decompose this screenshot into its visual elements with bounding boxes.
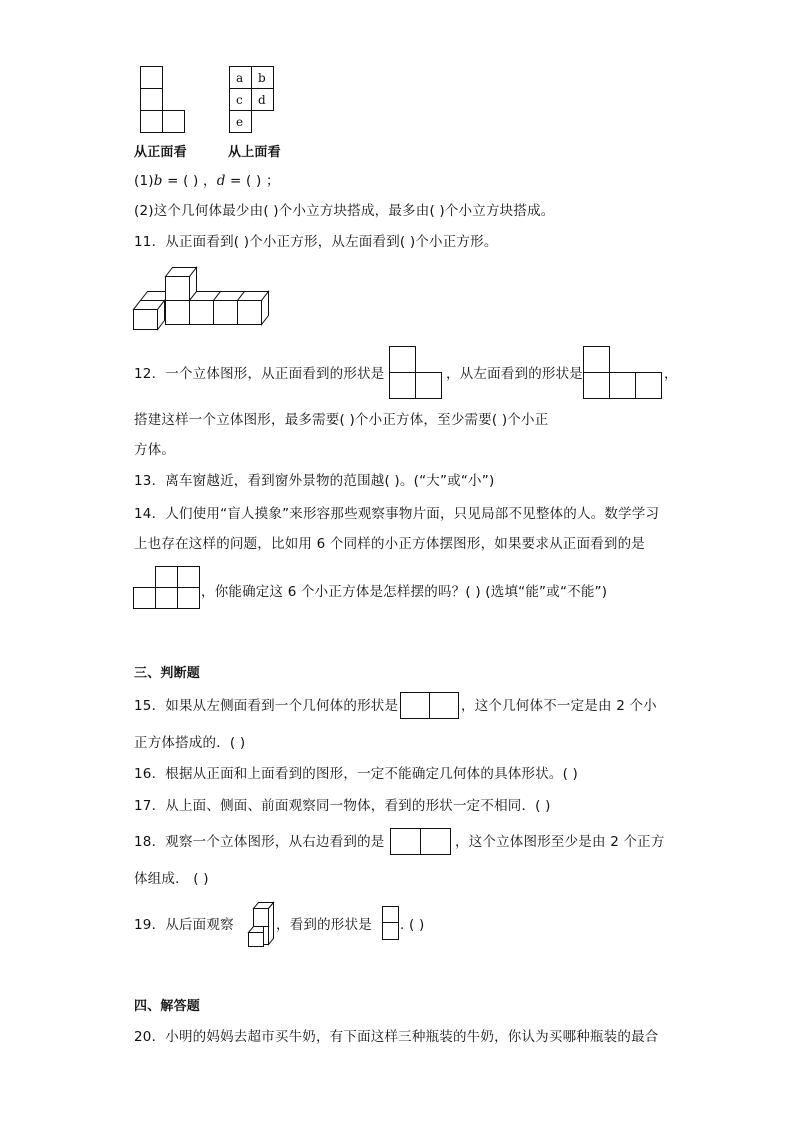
q19-part-a: 19．从后面观察 bbox=[134, 917, 234, 933]
cell-label-b: b bbox=[258, 71, 266, 85]
section-answer-title: 四、解答题 bbox=[134, 999, 201, 1014]
q19-part-b: ，看到的形状是 bbox=[276, 917, 372, 933]
q11-text: 11．从正面看到( )个小正方形，从左面看到( )个小正方形。 bbox=[134, 234, 498, 250]
q18-shape bbox=[390, 828, 452, 856]
q12-part-a: 12．一个立体图形，从正面看到的形状是 bbox=[134, 366, 385, 382]
q10-part1: (1)b = ( ) ，d = ( ) ； bbox=[134, 173, 280, 189]
q12-part-d: 搭建这样一个立体图形，最多需要( )个小正方体，至少需要( )个小正 bbox=[134, 412, 549, 428]
q14-line-a: 14．人们使用“盲人摸象”来形容那些观察事物片面，只见局部不见整体的人。数学学习 bbox=[134, 506, 660, 522]
q14-line-b: 上也存在这样的问题，比如用 6 个同样的小正方体摆图形，如果要求从正面看到的是 bbox=[134, 536, 645, 552]
q11-cubes-figure bbox=[132, 266, 272, 332]
q17-text: 17．从上面、侧面、前面观察同一物体，看到的形状一定不相同．( ) bbox=[134, 798, 551, 814]
q14-line-c: ，你能确定这 6 个小正方体是怎样摆的吗？( ) (选填“能”或“不能”) bbox=[201, 584, 608, 600]
var-d: d bbox=[216, 173, 226, 189]
q18-part-b: ，这个立体图形至少是由 2 个正方 bbox=[455, 834, 665, 850]
q15-part-b: ，这个几何体不一定是由 2 个小 bbox=[461, 698, 657, 714]
q15-shape bbox=[400, 692, 460, 720]
top-view-figure bbox=[229, 66, 275, 134]
q15-part-a: 15．如果从左侧面看到一个几何体的形状是 bbox=[134, 698, 399, 714]
q12-front-shape bbox=[389, 346, 443, 400]
q12-part-b: ，从左面看到的形状是 bbox=[446, 366, 583, 382]
caption-front-view: 从正面看 bbox=[134, 145, 187, 160]
cell-label-d: d bbox=[258, 93, 266, 107]
section-judgment-title: 三、判断题 bbox=[134, 666, 201, 681]
front-view-figure bbox=[140, 66, 186, 134]
q20-text: 20．小明的妈妈去超市买牛奶，有下面这样三种瓶装的牛奶，你认为买哪种瓶装的最合 bbox=[134, 1029, 659, 1045]
q10-part2: (2)这个几何体最少由( )个小立方块搭成，最多由( )个小立方块搭成。 bbox=[134, 203, 555, 219]
q19-part-c: . ( ) bbox=[400, 917, 425, 933]
q19-answer-shape bbox=[382, 906, 400, 942]
q15-part-c: 正方体搭成的．( ) bbox=[134, 735, 246, 751]
q19-stack-figure bbox=[246, 901, 276, 949]
q18-part-c: 体组成． ( ) bbox=[134, 871, 209, 887]
q13-text: 13．离车窗越近，看到窗外景物的范围越( )。(“大”或“小”) bbox=[134, 473, 495, 489]
caption-top-view: 从上面看 bbox=[228, 145, 281, 160]
cell-label-e: e bbox=[236, 115, 244, 129]
q18-part-a: 18．观察一个立体图形，从右边看到的是 bbox=[134, 834, 385, 850]
q12-left-shape bbox=[583, 346, 663, 400]
q12-part-c: ， bbox=[664, 366, 678, 382]
cell-label-c: c bbox=[236, 93, 243, 107]
q14-front-shape bbox=[133, 566, 201, 611]
var-b: b bbox=[153, 173, 163, 189]
cell-label-a: a bbox=[236, 71, 244, 85]
q16-text: 16．根据从正面和上面看到的图形，一定不能确定几何体的具体形状。( ) bbox=[134, 766, 579, 782]
q12-part-e: 方体。 bbox=[134, 442, 176, 458]
